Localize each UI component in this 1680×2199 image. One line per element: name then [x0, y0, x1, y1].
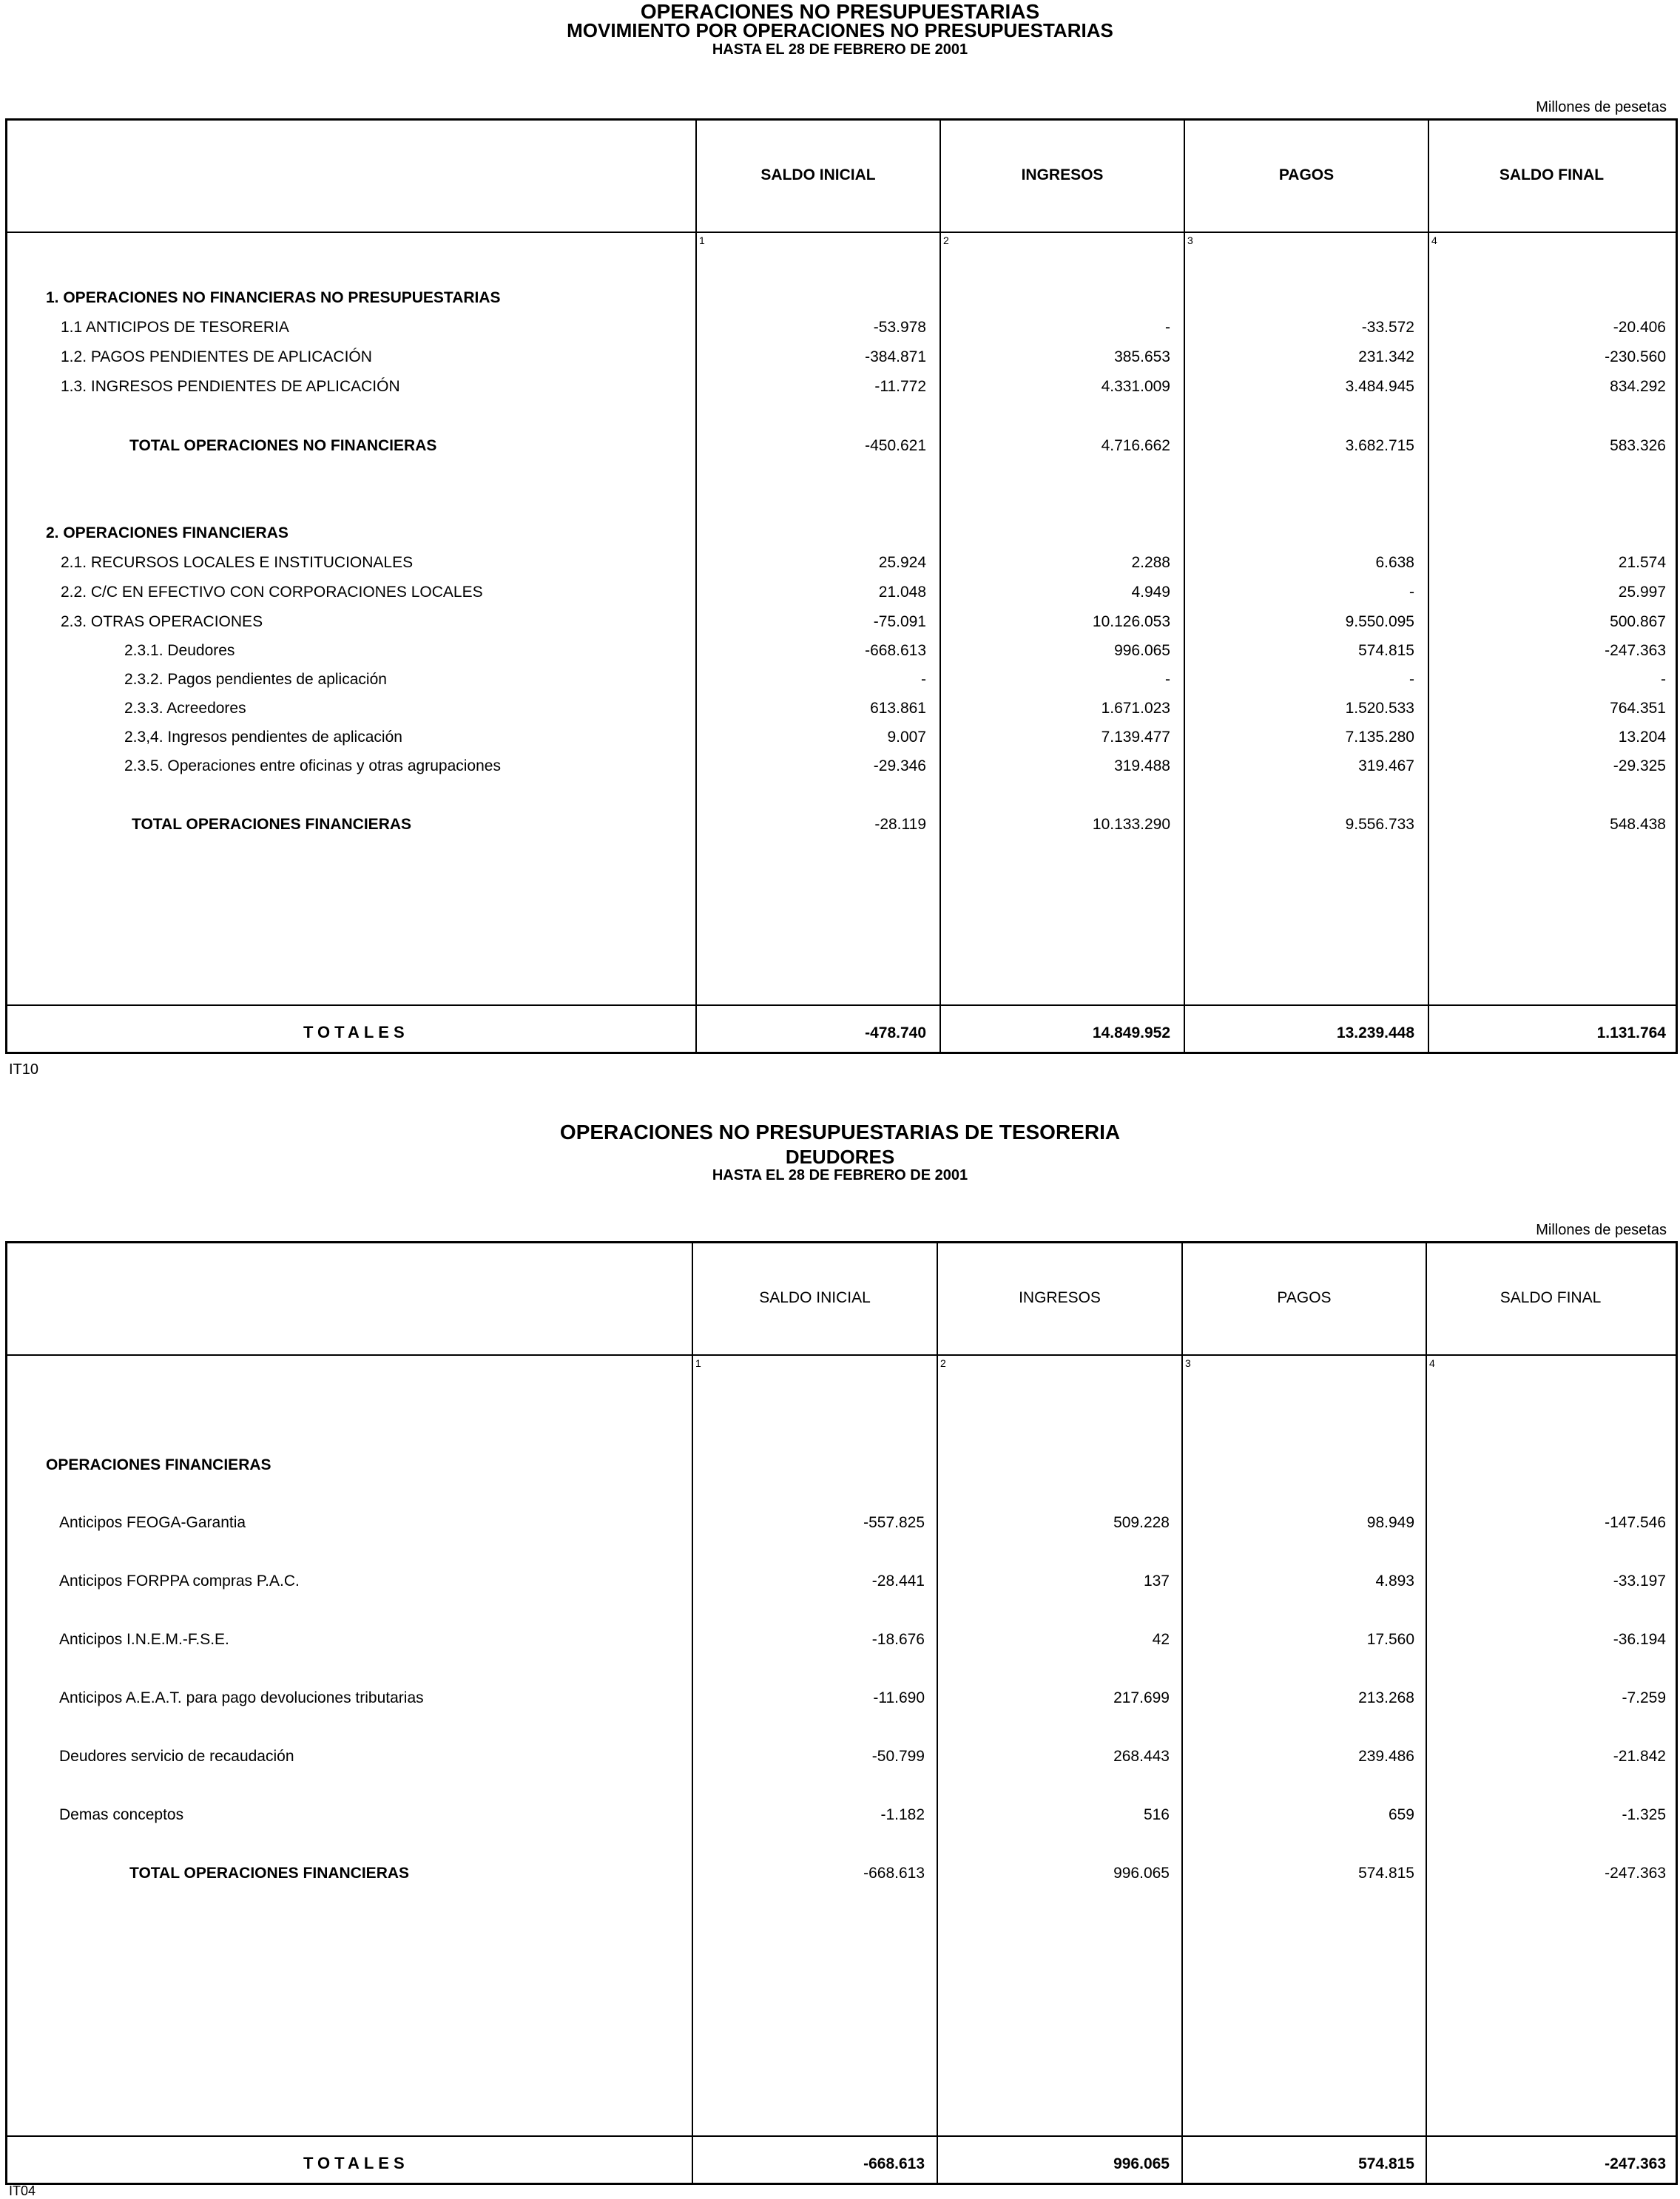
- table-row: [7, 1452, 1676, 1480]
- totals-label: TOTALES: [303, 1023, 409, 1041]
- row-label: TOTAL OPERACIONES FINANCIERAS: [129, 1865, 410, 1882]
- cell-pagos: 4.893: [1375, 1573, 1414, 1590]
- cell-saldo-final: 21.574: [1618, 554, 1666, 571]
- cell-saldo-final: -36.194: [1613, 1631, 1666, 1648]
- cell-ingresos: -: [1165, 671, 1170, 688]
- cell-saldo-inicial: -668.613: [865, 642, 926, 659]
- total-ingresos: 996.065: [1113, 2155, 1170, 2172]
- cell-saldo-final: -33.197: [1613, 1573, 1666, 1590]
- cell-ingresos: 4.949: [1131, 584, 1170, 601]
- table-row: [7, 695, 1676, 723]
- table-row: [7, 1510, 1676, 1538]
- cell-ingresos: 268.443: [1113, 1748, 1170, 1765]
- cell-ingresos: 137: [1143, 1573, 1170, 1590]
- cell-saldo-final: -29.325: [1613, 757, 1666, 774]
- row-label: 2.3.3. Acreedores: [124, 700, 246, 717]
- column-header-saldo-inicial: SALDO INICIAL: [760, 166, 876, 183]
- table-row: [7, 724, 1676, 752]
- doc1-title: OPERACIONES NO PRESUPUESTARIAS: [640, 0, 1040, 23]
- column-header-ingresos: INGRESOS: [1021, 166, 1104, 183]
- total-saldo-final: 1.131.764: [1596, 1024, 1666, 1041]
- row-label: 2.2. C/C EN EFECTIVO CON CORPORACIONES LOCALES: [61, 584, 483, 601]
- table-row: [7, 579, 1676, 607]
- column-header-pagos: PAGOS: [1278, 166, 1335, 183]
- cell-pagos: 319.467: [1358, 757, 1414, 774]
- cell-saldo-inicial: -1.182: [880, 1806, 925, 1823]
- cell-saldo-final: 500.867: [1610, 613, 1666, 630]
- cell-pagos: -: [1409, 671, 1414, 688]
- table-row: [7, 285, 1676, 313]
- cell-saldo-final: -21.842: [1613, 1748, 1666, 1765]
- row-label: 2. OPERACIONES FINANCIERAS: [46, 524, 289, 541]
- cell-pagos: 239.486: [1358, 1748, 1414, 1765]
- doc2-subtitle: DEUDORES: [785, 1146, 895, 1168]
- cell-ingresos: 10.126.053: [1092, 613, 1170, 630]
- table-row: [7, 1568, 1676, 1596]
- col-divider: [937, 1243, 938, 2183]
- table-row: [7, 753, 1676, 781]
- row-label: Anticipos A.E.A.T. para pago devoluciones tributarias: [59, 1689, 424, 1706]
- cell-saldo-inicial: -18.676: [871, 1631, 925, 1648]
- column-number: 3: [1185, 1357, 1191, 1369]
- col-divider: [692, 1243, 693, 2183]
- cell-pagos: 574.815: [1358, 642, 1414, 659]
- row-label: 1.2. PAGOS PENDIENTES DE APLICACIÓN: [61, 348, 372, 365]
- cell-ingresos: 2.288: [1131, 554, 1170, 571]
- cell-saldo-inicial: -50.799: [871, 1748, 925, 1765]
- table-row: [7, 638, 1676, 666]
- column-number: 4: [1431, 234, 1437, 246]
- cell-pagos: 17.560: [1366, 1631, 1414, 1648]
- table-row: [7, 520, 1676, 548]
- cell-saldo-final: 13.204: [1618, 729, 1666, 746]
- table-row: [7, 1627, 1676, 1655]
- cell-saldo-inicial: -: [921, 671, 926, 688]
- column-header-ingresos: INGRESOS: [1019, 1289, 1101, 1306]
- column-header-saldo-final: SALDO FINAL: [1499, 166, 1605, 183]
- cell-ingresos: -: [1165, 319, 1170, 336]
- cell-pagos: -: [1409, 584, 1414, 601]
- cell-saldo-inicial: -11.772: [874, 378, 926, 395]
- cell-pagos: 659: [1388, 1806, 1414, 1823]
- header-divider: [7, 232, 1676, 233]
- column-number: 1: [699, 234, 705, 246]
- cell-saldo-inicial: -11.690: [873, 1689, 925, 1706]
- table-row: [7, 344, 1676, 372]
- cell-saldo-inicial: 25.924: [878, 554, 926, 571]
- cell-pagos: 7.135.280: [1345, 729, 1414, 746]
- cell-ingresos: 996.065: [1114, 642, 1170, 659]
- row-label: Anticipos FEOGA-Garantia: [59, 1514, 246, 1531]
- section-label: OPERACIONES FINANCIERAS: [46, 1456, 271, 1473]
- cell-pagos: 98.949: [1366, 1514, 1414, 1531]
- cell-saldo-final: -1.325: [1622, 1806, 1666, 1823]
- cell-saldo-final: 548.438: [1610, 816, 1666, 833]
- cell-ingresos: 10.133.290: [1092, 816, 1170, 833]
- row-label: 2.3,4. Ingresos pendientes de aplicación: [124, 729, 402, 746]
- cell-saldo-final: -247.363: [1605, 1865, 1666, 1882]
- cell-ingresos: 319.488: [1114, 757, 1170, 774]
- cell-saldo-inicial: -28.441: [871, 1573, 925, 1590]
- table-row: [7, 314, 1676, 342]
- cell-saldo-final: 25.997: [1618, 584, 1666, 601]
- row-label: 1.1 ANTICIPOS DE TESORERIA: [61, 319, 289, 336]
- totals-label: TOTALES: [303, 2154, 409, 2172]
- cell-saldo-inicial: -29.346: [873, 757, 926, 774]
- doc1-subtitle: MOVIMIENTO POR OPERACIONES NO PRESUPUESTARIAS: [567, 19, 1113, 41]
- cell-saldo-inicial: -668.613: [863, 1865, 925, 1882]
- total-saldo-final: -247.363: [1605, 2155, 1666, 2172]
- row-label: 2.3. OTRAS OPERACIONES: [61, 613, 263, 630]
- cell-saldo-inicial: 21.048: [878, 584, 926, 601]
- row-label: 1.3. INGRESOS PENDIENTES DE APLICACIÓN: [61, 378, 400, 395]
- col-divider: [1426, 1243, 1427, 2183]
- cell-pagos: 3.484.945: [1345, 378, 1414, 395]
- cell-saldo-inicial: -53.978: [873, 319, 926, 336]
- row-label: 1. OPERACIONES NO FINANCIERAS NO PRESUPUESTARIAS: [46, 289, 501, 306]
- cell-ingresos: 7.139.477: [1101, 729, 1170, 746]
- cell-saldo-final: -247.363: [1605, 642, 1666, 659]
- row-label: TOTAL OPERACIONES FINANCIERAS: [132, 816, 412, 833]
- row-label: 2.3.1. Deudores: [124, 642, 235, 659]
- cell-ingresos: 996.065: [1113, 1865, 1170, 1882]
- cell-ingresos: 516: [1143, 1806, 1170, 1823]
- totals-divider: [7, 2135, 1676, 2137]
- column-number: 1: [695, 1357, 701, 1369]
- cell-saldo-final: -230.560: [1605, 348, 1666, 365]
- table-row: [7, 609, 1676, 637]
- cell-saldo-inicial: -75.091: [873, 613, 926, 630]
- cell-ingresos: 1.671.023: [1101, 700, 1170, 717]
- doc1-unit-label: Millones de pesetas: [1536, 99, 1667, 115]
- cell-saldo-final: 834.292: [1610, 378, 1666, 395]
- total-ingresos: 14.849.952: [1092, 1024, 1170, 1041]
- cell-ingresos: 42: [1152, 1631, 1170, 1648]
- row-label: Anticipos I.N.E.M.-F.S.E.: [59, 1631, 229, 1648]
- column-number: 2: [940, 1357, 946, 1369]
- table-row: [7, 1860, 1676, 1888]
- column-header-saldo-inicial: SALDO INICIAL: [759, 1289, 871, 1306]
- total-saldo-inicial: -668.613: [863, 2155, 925, 2172]
- doc1-date: HASTA EL 28 DE FEBRERO DE 2001: [712, 41, 968, 58]
- table-row: [7, 1685, 1676, 1713]
- row-label: TOTAL OPERACIONES NO FINANCIERAS: [129, 437, 437, 454]
- table-row: [7, 374, 1676, 402]
- total-pagos: 574.815: [1358, 2155, 1414, 2172]
- column-number: 3: [1187, 234, 1193, 246]
- cell-ingresos: 4.716.662: [1101, 437, 1170, 454]
- total-pagos: 13.239.448: [1336, 1024, 1414, 1041]
- total-saldo-inicial: -478.740: [865, 1024, 926, 1041]
- cell-pagos: 574.815: [1358, 1865, 1414, 1882]
- column-header-pagos: PAGOS: [1277, 1289, 1332, 1306]
- doc2-code: IT04: [9, 2183, 36, 2198]
- table-row: [7, 433, 1676, 461]
- row-label: 2.3.2. Pagos pendientes de aplicación: [124, 671, 387, 688]
- table-row: [7, 1802, 1676, 1830]
- cell-saldo-inicial: 9.007: [887, 729, 926, 746]
- cell-ingresos: 4.331.009: [1101, 378, 1170, 395]
- cell-saldo-inicial: 613.861: [870, 700, 926, 717]
- cell-pagos: 3.682.715: [1345, 437, 1414, 454]
- row-label: Anticipos FORPPA compras P.A.C.: [59, 1573, 300, 1590]
- row-label: 2.1. RECURSOS LOCALES E INSTITUCIONALES: [61, 554, 414, 571]
- col-divider: [1181, 1243, 1183, 2183]
- table-row: [7, 1743, 1676, 1771]
- column-number: 4: [1429, 1357, 1435, 1369]
- row-label: Demas conceptos: [59, 1806, 184, 1823]
- cell-pagos: 9.556.733: [1345, 816, 1414, 833]
- cell-saldo-inicial: -384.871: [865, 348, 926, 365]
- doc1-table: [5, 118, 1678, 1054]
- column-number: 2: [943, 234, 949, 246]
- cell-saldo-final: 583.326: [1610, 437, 1666, 454]
- cell-ingresos: 217.699: [1113, 1689, 1170, 1706]
- table-row: [7, 550, 1676, 578]
- cell-ingresos: 509.228: [1113, 1514, 1170, 1531]
- cell-saldo-final: 764.351: [1610, 700, 1666, 717]
- doc2-date: HASTA EL 28 DE FEBRERO DE 2001: [712, 1167, 968, 1183]
- doc2-title: OPERACIONES NO PRESUPUESTARIAS DE TESORERIA: [559, 1121, 1121, 1144]
- table-row: [7, 811, 1676, 840]
- cell-pagos: 213.268: [1358, 1689, 1414, 1706]
- doc2-table: [5, 1241, 1678, 2185]
- cell-ingresos: 385.653: [1114, 348, 1170, 365]
- cell-saldo-inicial: -28.119: [874, 816, 926, 833]
- doc2-unit-label: Millones de pesetas: [1536, 1222, 1667, 1238]
- cell-pagos: 6.638: [1375, 554, 1414, 571]
- cell-saldo-final: -20.406: [1613, 319, 1666, 336]
- row-label: Deudores servicio de recaudación: [59, 1748, 294, 1765]
- doc1-code: IT10: [9, 1061, 39, 1078]
- totals-divider: [7, 1004, 1676, 1006]
- table-row: [7, 666, 1676, 695]
- cell-saldo-inicial: -450.621: [865, 437, 926, 454]
- cell-pagos: -33.572: [1361, 319, 1414, 336]
- cell-saldo-inicial: -557.825: [863, 1514, 925, 1531]
- cell-saldo-final: -7.259: [1622, 1689, 1666, 1706]
- cell-pagos: 1.520.533: [1345, 700, 1414, 717]
- cell-saldo-final: -: [1661, 671, 1666, 688]
- row-label: 2.3.5. Operaciones entre oficinas y otras agrupaciones: [124, 757, 501, 774]
- header-divider: [7, 1354, 1676, 1356]
- column-header-saldo-final: SALDO FINAL: [1499, 1289, 1602, 1306]
- cell-pagos: 231.342: [1358, 348, 1414, 365]
- cell-saldo-final: -147.546: [1605, 1514, 1666, 1531]
- cell-pagos: 9.550.095: [1345, 613, 1414, 630]
